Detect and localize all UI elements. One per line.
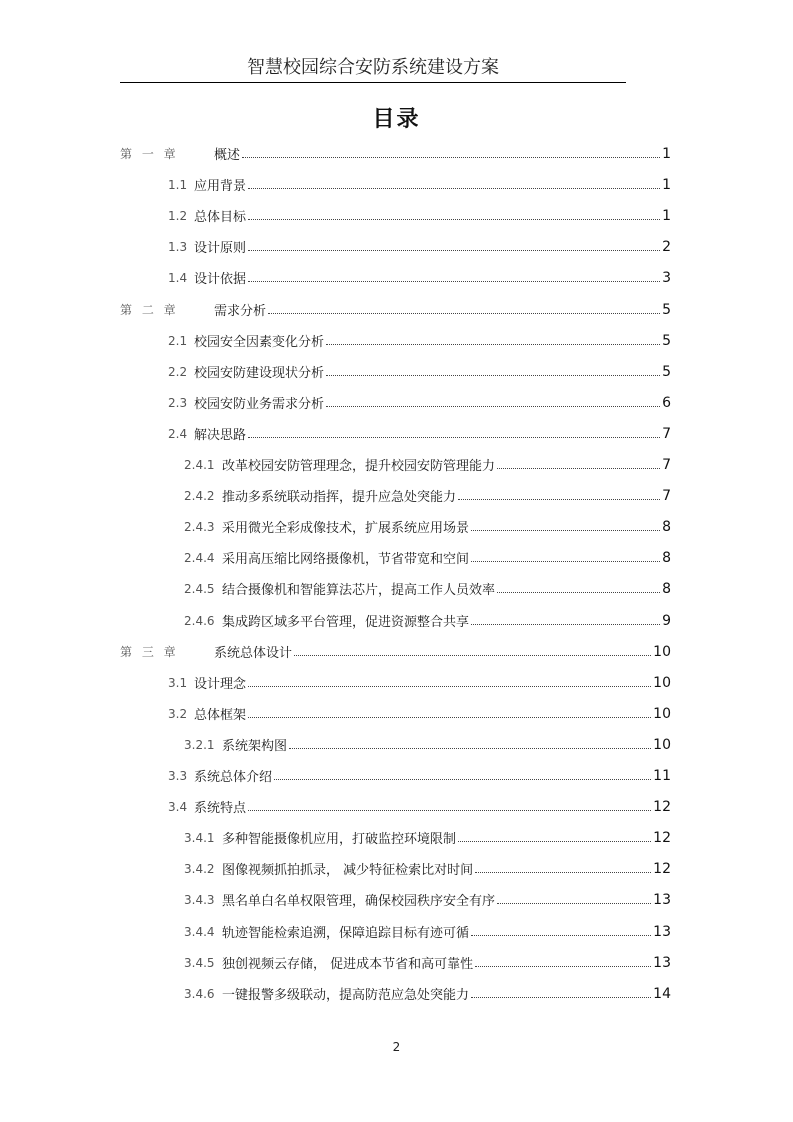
toc-entry-page: 5 <box>662 363 671 380</box>
toc-entry-number: 3.4.1 <box>184 830 215 845</box>
toc-dot-leader <box>242 157 660 158</box>
toc-entry[interactable] <box>120 636 671 667</box>
toc-entry-title: 系统总体设计 <box>214 646 293 661</box>
toc-entry-title: 多种智能摄像机应用，打破监控环境限制 <box>222 832 457 847</box>
toc-entry-page: 12 <box>653 829 671 846</box>
toc-entry-number: 2.2 <box>168 364 188 379</box>
toc-entry-number: 3.4.2 <box>184 861 215 876</box>
toc-entry-page: 12 <box>653 798 671 815</box>
toc-entry-title: 系统总体介绍 <box>194 770 273 785</box>
toc-entry-title: 校园安全因素变化分析 <box>194 335 325 350</box>
toc-entry-title: 校园安防建设现状分析 <box>194 366 325 381</box>
toc-entry-title: 黑名单白名单权限管理，确保校园秩序安全有序 <box>222 894 496 909</box>
toc-dot-leader <box>248 686 651 687</box>
toc-entry-page: 6 <box>662 394 671 411</box>
toc-entry-page: 10 <box>653 705 671 722</box>
toc-entry-number: 3.4.3 <box>184 892 215 907</box>
toc-entry-number: 3.2 <box>168 706 188 721</box>
toc-entry-number: 2.4.2 <box>184 488 215 503</box>
toc-dot-leader <box>471 530 660 531</box>
toc-entry[interactable] <box>168 231 671 262</box>
toc-entry[interactable] <box>168 387 671 418</box>
toc-entry-number: 1.3 <box>168 239 188 254</box>
toc-dot-leader <box>471 997 651 998</box>
toc-entry-page: 3 <box>662 269 671 286</box>
toc-entry[interactable] <box>184 573 671 604</box>
toc-entry-title: 设计依据 <box>194 272 247 287</box>
toc-entry-title: 系统架构图 <box>222 739 288 754</box>
toc-title: 目录 <box>372 107 421 132</box>
toc-dot-leader <box>274 779 651 780</box>
toc-entry-title: 总体目标 <box>194 210 247 225</box>
toc-dot-leader <box>497 592 660 593</box>
toc-entry[interactable] <box>168 262 671 293</box>
toc-entry-title: 校园安防业务需求分析 <box>194 397 325 412</box>
toc-entry-page: 1 <box>662 145 671 162</box>
toc-entry[interactable] <box>184 978 671 1009</box>
toc-entry-title: 采用微光全彩成像技术，扩展系统应用场景 <box>222 521 470 536</box>
toc-entry-page: 7 <box>662 487 671 504</box>
toc-entry-title: 集成跨区域多平台管理，促进资源整合共享 <box>222 615 470 630</box>
toc-entry-number: 1.1 <box>168 177 188 192</box>
toc-entry-page: 2 <box>662 238 671 255</box>
toc-entry-number: 2.4.3 <box>184 519 215 534</box>
toc-entry-number: 1.2 <box>168 208 188 223</box>
toc-entry-page: 11 <box>653 767 671 784</box>
toc-entry[interactable] <box>168 667 671 698</box>
toc-dot-leader <box>248 717 651 718</box>
toc-dot-leader <box>497 468 660 469</box>
toc-entry-title: 一键报警多级联动，提高防范应急处突能力 <box>222 988 470 1003</box>
toc-entry-number: 2.4.1 <box>184 457 215 472</box>
toc-entry-page: 8 <box>662 518 671 535</box>
toc-entry[interactable] <box>184 542 671 573</box>
toc-entry-number: 3.2.1 <box>184 737 215 752</box>
toc-entry-title: 改革校园安防管理理念，提升校园安防管理能力 <box>222 459 496 474</box>
toc-entry[interactable] <box>184 605 671 636</box>
toc-entry-number: 3.4 <box>168 799 188 814</box>
toc-entry-page: 10 <box>653 736 671 753</box>
toc-entry-page: 13 <box>653 923 671 940</box>
toc-entry-title: 解决思路 <box>194 428 247 443</box>
page-number: 2 <box>392 1040 401 1054</box>
toc-entry-title: 设计原则 <box>194 241 247 256</box>
toc-entry[interactable] <box>168 200 671 231</box>
toc-entry-number: 第 二 章 <box>120 303 179 317</box>
toc-entry-page: 12 <box>653 860 671 877</box>
toc-entry[interactable] <box>120 294 671 325</box>
toc-entry[interactable] <box>184 884 671 915</box>
toc-entry-number: 3.1 <box>168 675 188 690</box>
toc-dot-leader <box>326 406 660 407</box>
toc-entry-number: 2.3 <box>168 395 188 410</box>
toc-entry-page: 5 <box>662 301 671 318</box>
toc-entry[interactable] <box>184 449 671 480</box>
toc-dot-leader <box>248 437 660 438</box>
toc-entry-page: 8 <box>662 549 671 566</box>
toc-dot-leader <box>458 499 660 500</box>
toc-entry-number: 2.4.5 <box>184 581 215 596</box>
toc-dot-leader <box>471 624 660 625</box>
toc-entry-page: 1 <box>662 207 671 224</box>
toc-entry-page: 10 <box>653 643 671 660</box>
toc-entry[interactable] <box>184 511 671 542</box>
toc-entry[interactable] <box>168 325 671 356</box>
toc-entry-page: 5 <box>662 332 671 349</box>
toc-dot-leader <box>458 841 651 842</box>
toc-entry[interactable] <box>168 791 671 822</box>
toc-entry-page: 13 <box>653 891 671 908</box>
toc-dot-leader <box>248 219 660 220</box>
toc-entry[interactable] <box>168 169 671 200</box>
toc-entry-number: 第 三 章 <box>120 645 179 659</box>
toc-dot-leader <box>497 903 651 904</box>
toc-entry-title: 独创视频云存储， 促进成本节省和高可靠性 <box>222 957 474 972</box>
toc-entry-title: 需求分析 <box>214 304 267 319</box>
toc-entry-page: 7 <box>662 425 671 442</box>
toc-dot-leader <box>294 655 651 656</box>
toc-entry-title: 图像视频抓拍抓录， 减少特征检索比对时间 <box>222 863 474 878</box>
toc-entry-title: 采用高压缩比网络摄像机，节省带宽和空间 <box>222 552 470 567</box>
toc-dot-leader <box>248 281 660 282</box>
toc-entry-title: 结合摄像机和智能算法芯片，提高工作人员效率 <box>222 583 496 598</box>
toc-dot-leader <box>268 313 660 314</box>
toc-entry-page: 8 <box>662 580 671 597</box>
toc-entry[interactable] <box>168 356 671 387</box>
toc-entry-number: 第 一 章 <box>120 147 179 161</box>
toc-dot-leader <box>326 375 660 376</box>
toc-entry-number: 2.1 <box>168 333 188 348</box>
toc-dot-leader <box>248 250 660 251</box>
toc-entry-page: 14 <box>653 985 671 1002</box>
toc-entry[interactable] <box>184 947 671 978</box>
toc-dot-leader <box>471 935 651 936</box>
toc-entry-number: 3.3 <box>168 768 188 783</box>
toc-entry[interactable] <box>168 698 671 729</box>
toc-entry-title: 系统特点 <box>194 801 247 816</box>
toc-dot-leader <box>475 966 651 967</box>
toc-entry[interactable] <box>184 916 671 947</box>
toc-dot-leader <box>475 872 651 873</box>
toc-dot-leader <box>248 810 651 811</box>
toc-entry-number: 3.4.5 <box>184 955 215 970</box>
toc-entry[interactable] <box>184 853 671 884</box>
toc-entry[interactable] <box>168 760 671 791</box>
toc-entry[interactable] <box>184 480 671 511</box>
toc-entry-page: 7 <box>662 456 671 473</box>
toc-entry-page: 13 <box>653 954 671 971</box>
toc-entry[interactable] <box>120 138 671 169</box>
toc-entry-number: 1.4 <box>168 270 188 285</box>
toc-dot-leader <box>471 561 660 562</box>
toc-entry[interactable] <box>168 418 671 449</box>
toc-entry-number: 2.4.4 <box>184 550 215 565</box>
toc-entry-number: 2.4 <box>168 426 188 441</box>
toc-entry-title: 应用背景 <box>194 179 247 194</box>
toc-entry-number: 2.4.6 <box>184 613 215 628</box>
toc-dot-leader <box>248 188 660 189</box>
toc-entry-page: 9 <box>662 612 671 629</box>
toc-entry-title: 总体框架 <box>194 708 247 723</box>
toc-entry-page: 1 <box>662 176 671 193</box>
toc-dot-leader <box>326 344 660 345</box>
toc-entry-title: 概述 <box>214 148 241 163</box>
toc-entry-title: 轨迹智能检索追溯，保障追踪目标有迹可循 <box>222 926 470 941</box>
toc-dot-leader <box>289 748 651 749</box>
toc-entry-title: 推动多系统联动指挥，提升应急处突能力 <box>222 490 457 505</box>
toc-entry-number: 3.4.4 <box>184 924 215 939</box>
toc-entry[interactable] <box>184 729 671 760</box>
running-header: 智慧校园综合安防系统建设方案 <box>120 54 626 83</box>
toc-entry-number: 3.4.6 <box>184 986 215 1001</box>
toc-entry[interactable] <box>184 822 671 853</box>
toc-entry-title: 设计理念 <box>194 677 247 692</box>
toc-entry-page: 10 <box>653 674 671 691</box>
